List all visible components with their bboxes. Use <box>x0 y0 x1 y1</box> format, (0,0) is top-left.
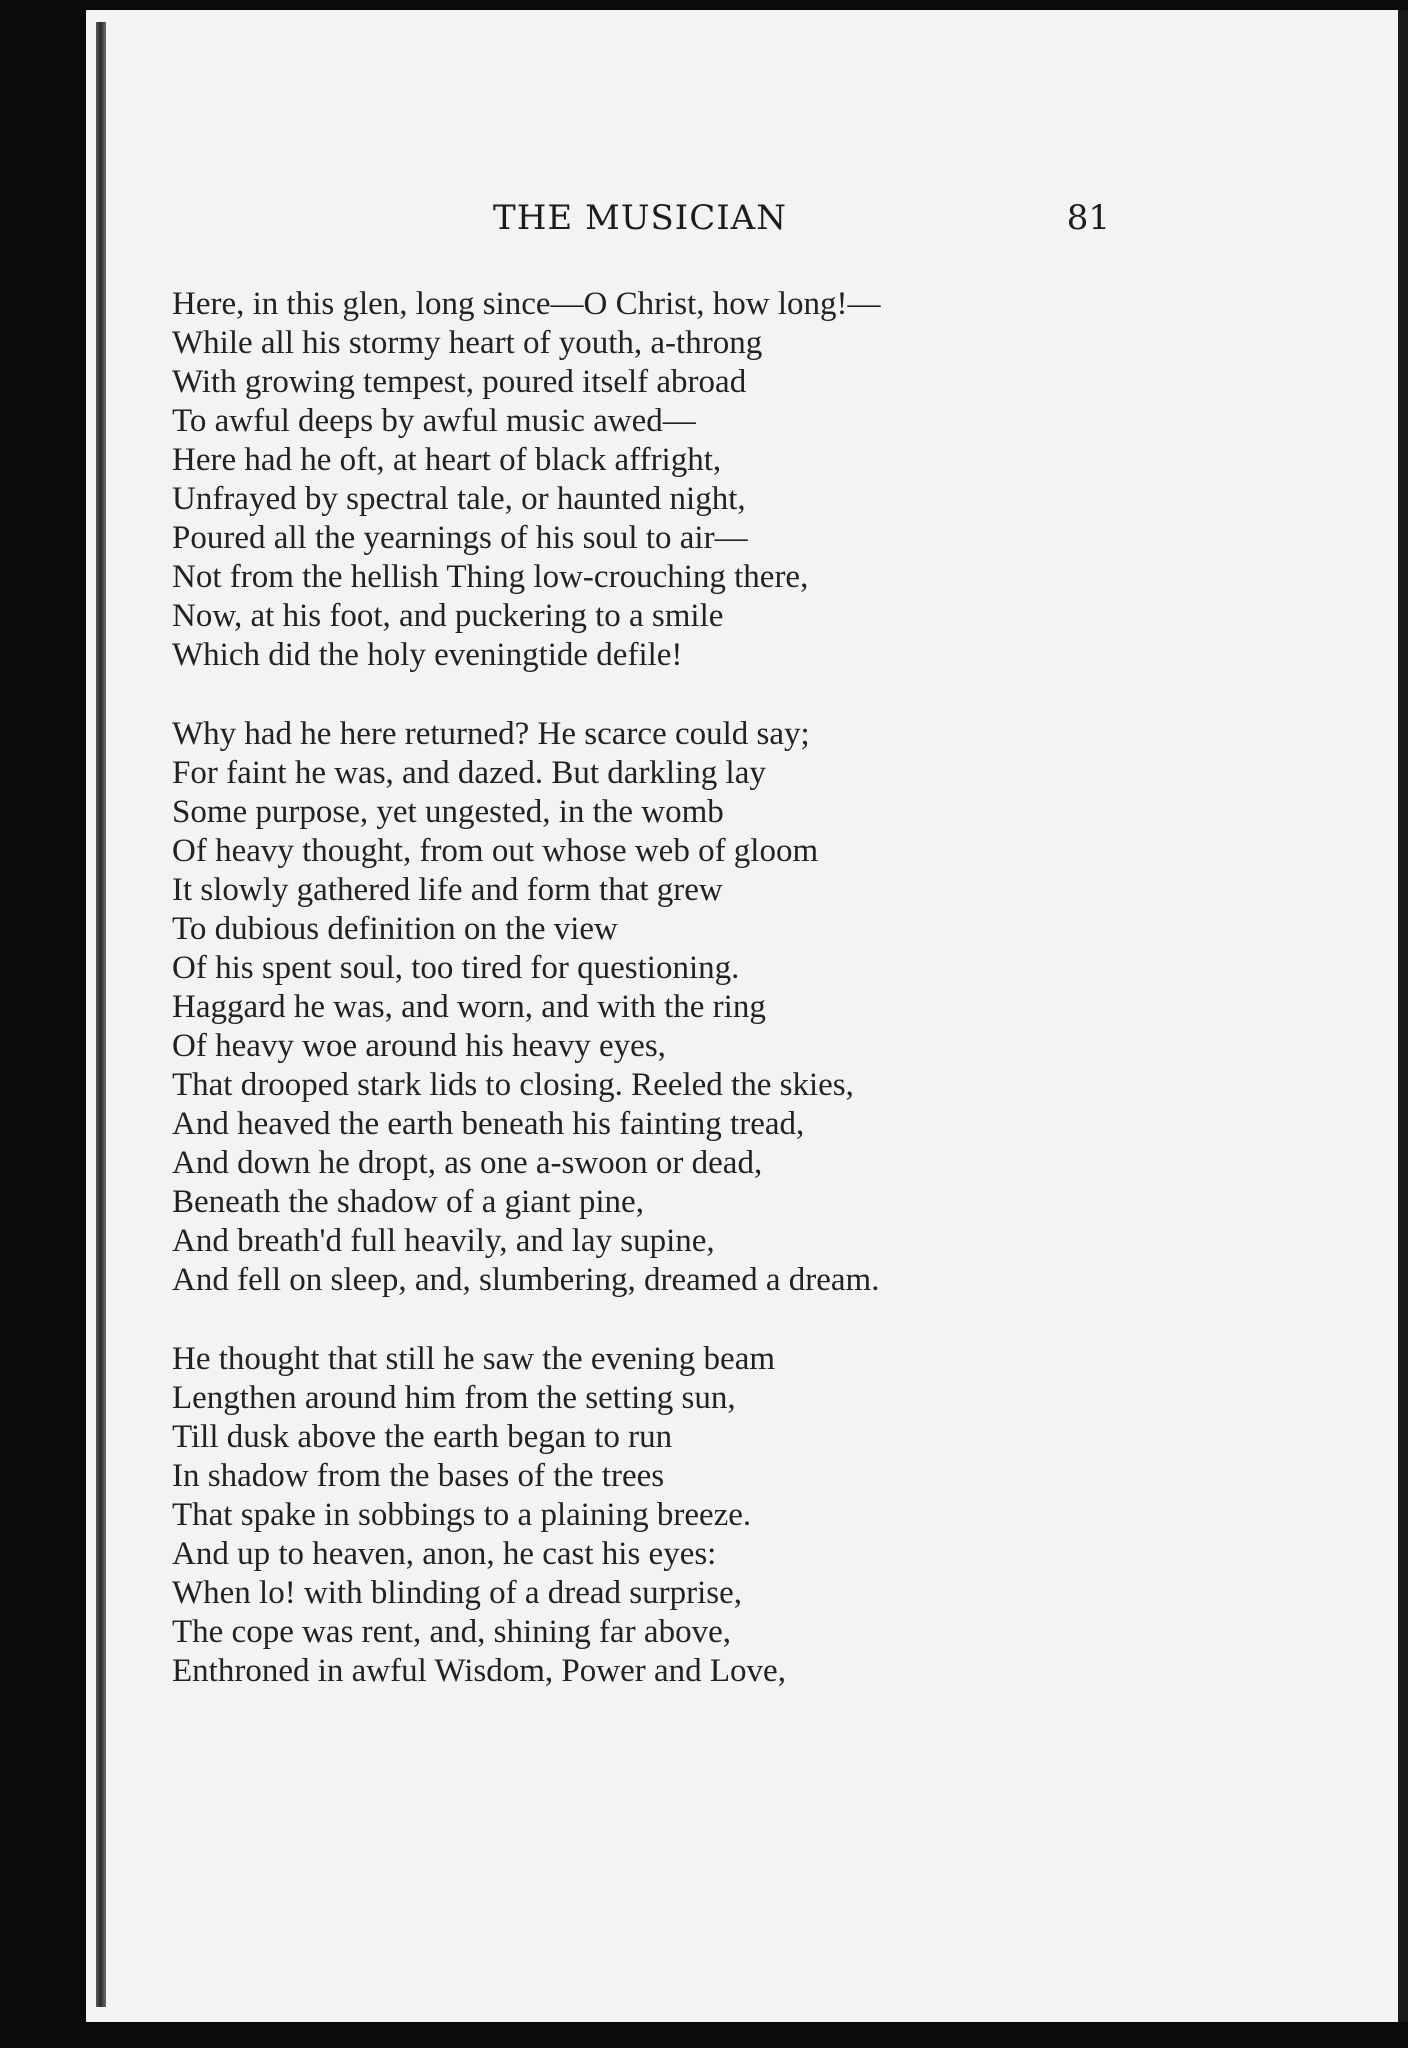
poem-line: And up to heaven, anon, he cast his eyes: <box>172 1536 717 1572</box>
poem-text <box>172 285 1132 1731</box>
poem-line: That spake in sobbings to a plaining breeze. <box>172 1497 752 1533</box>
stanza <box>172 285 1132 675</box>
poem-line: Now, at his foot, and puckering to a smile <box>172 598 724 634</box>
stanza <box>172 1340 1132 1691</box>
poem-line: And breath'd full heavily, and lay supine, <box>172 1223 715 1259</box>
poem-line: Till dusk above the earth began to run <box>172 1419 673 1455</box>
poem-line: Of his spent soul, too tired for questioning. <box>172 950 740 986</box>
poem-line: To dubious definition on the view <box>172 911 618 947</box>
poem-line: When lo! with blinding of a dread surprise, <box>172 1575 743 1611</box>
poem-line: To awful deeps by awful music awed— <box>172 403 696 439</box>
poem-line: It slowly gathered life and form that grew <box>172 872 723 908</box>
poem-line: Unfrayed by spectral tale, or haunted night, <box>172 481 746 517</box>
poem-line: He thought that still he saw the evening beam <box>172 1341 776 1377</box>
poem-line: In shadow from the bases of the trees <box>172 1458 665 1494</box>
poem-line: And heaved the earth beneath his fainting tread, <box>172 1106 805 1142</box>
poem-line: And fell on sleep, and, slumbering, dreamed a dream. <box>172 1262 880 1298</box>
poem-line: Here, in this glen, long since—O Christ, how long!— <box>172 286 881 322</box>
poem-line: Why had he here returned? He scarce could say; <box>172 716 810 752</box>
poem-line: For faint he was, and dazed. But darkling lay <box>172 755 766 791</box>
poem-line: Haggard he was, and worn, and with the ring <box>172 989 766 1025</box>
poem-line: And down he dropt, as one a-swoon or dead, <box>172 1145 763 1181</box>
poem-line: Poured all the yearnings of his soul to air— <box>172 520 748 556</box>
poem-line: Enthroned in awful Wisdom, Power and Love, <box>172 1653 786 1689</box>
poem-line: That drooped stark lids to closing. Reeled the skies, <box>172 1067 854 1103</box>
poem-line: With growing tempest, poured itself abroad <box>172 364 747 400</box>
poem-line: Lengthen around him from the setting sun, <box>172 1380 736 1416</box>
poem-line: Beneath the shadow of a giant pine, <box>172 1184 644 1220</box>
page-title: THE MUSICIAN <box>493 198 787 238</box>
poem-line: The cope was rent, and, shining far above, <box>172 1614 731 1650</box>
poem-line: Which did the holy eveningtide defile! <box>172 637 683 673</box>
poem-line: Some purpose, yet ungested, in the womb <box>172 794 724 830</box>
poem-line: Not from the hellish Thing low-crouching there, <box>172 559 809 595</box>
poem-line: Of heavy thought, from out whose web of gloom <box>172 833 819 869</box>
poem-line: While all his stormy heart of youth, a-throng <box>172 325 763 361</box>
poem-line: Here had he oft, at heart of black affright, <box>172 442 722 478</box>
page-right-edge <box>1398 10 1408 2022</box>
running-head <box>170 198 1110 248</box>
stanza <box>172 715 1132 1300</box>
poem-line: Of heavy woe around his heavy eyes, <box>172 1028 666 1064</box>
page-number: 81 <box>1066 198 1110 238</box>
page-binding-edge <box>96 22 106 2007</box>
